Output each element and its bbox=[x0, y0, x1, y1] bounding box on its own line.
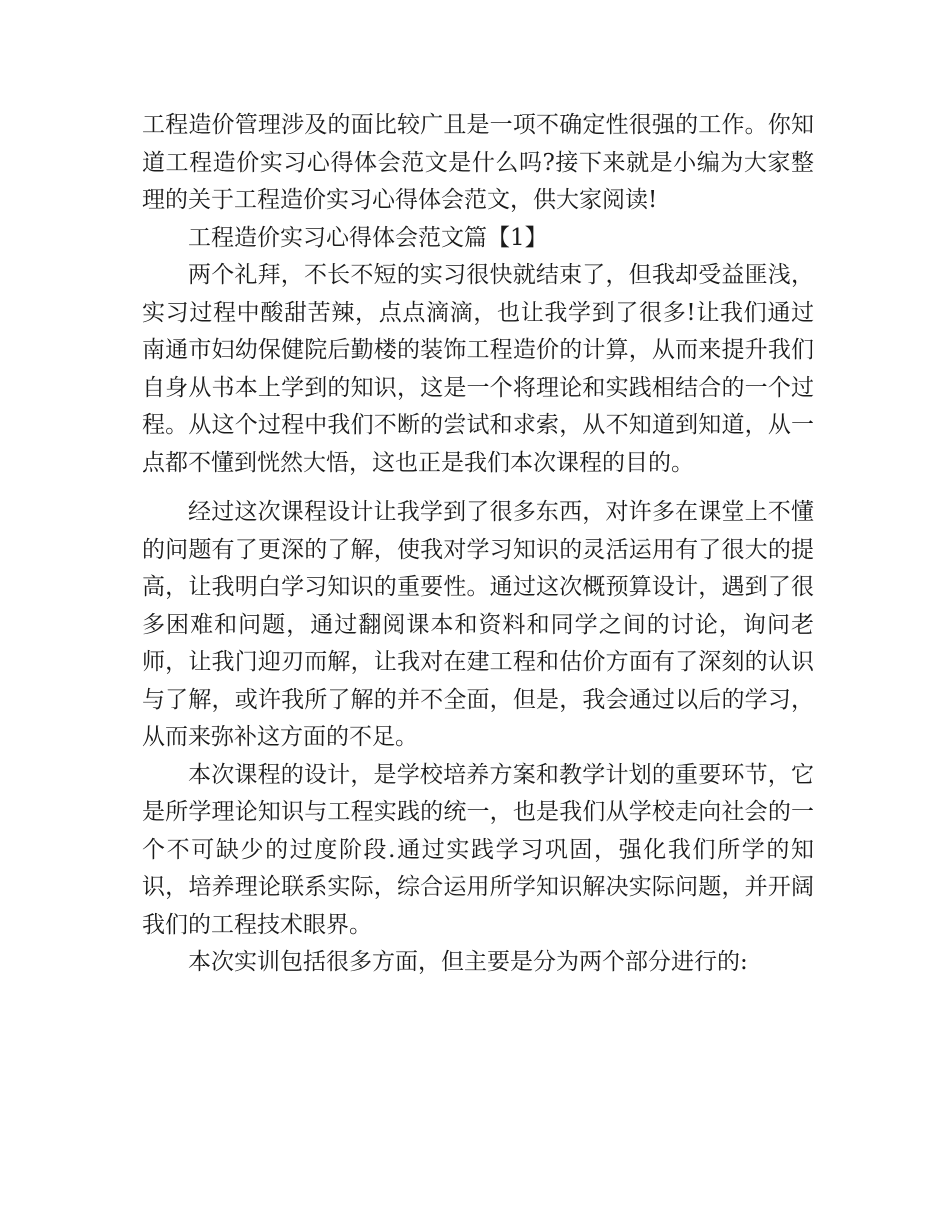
body-paragraph-2: 经过这次课程设计让我学到了很多东西，对许多在课堂上不懂的问题有了更深的了解，使我对学习知识的灵活运用有了很大的提高，让我明白学习知识的重要性。通过这次概预算设计，遇到了很多困难和问题，通过翻阅课本和资料和同学之间的讨论，询问老师，让我门迎刃而解，让我对在建工程和估价方面有了深刻的认识与了解，或许我所了解的并不全面，但是，我会通过以后的学习，从而来弥补这方面的不足。 bbox=[142, 499, 814, 750]
body-paragraph-1: 两个礼拜，不长不短的实习很快就结束了，但我却受益匪浅，实习过程中酸甜苦辣，点点滴滴，也让我学到了很多!让我们通过南通市妇幼保健院后勤楼的装饰工程造价的计算，从而来提升我们自身从书本上学到的知识，这是一个将理论和实践相结合的一个过程。从这个过程中我们不断的尝试和求索，从不知道到知道，从一点都不懂到恍然大悟，这也正是我们本次课程的目的。 bbox=[142, 262, 814, 476]
body-paragraph-4: 本次实训包括很多方面，但主要是分为两个部分进行的: bbox=[188, 949, 748, 975]
section-heading: 工程造价实习心得体会范文篇【1】 bbox=[188, 224, 548, 251]
intro-paragraph: 工程造价管理涉及的面比较广且是一项不确定性很强的工作。你知道工程造价实习心得体会范文是什么吗?接下来就是小编为大家整理的关于工程造价实习心得体会范文，供大家阅读! bbox=[142, 112, 814, 213]
document-page bbox=[142, 107, 814, 982]
body-paragraph-3: 本次课程的设计，是学校培养方案和教学计划的重要环节，它是所学理论知识与工程实践的统一，也是我们从学校走向社会的一个不可缺少的过度阶段.通过实践学习巩固，强化我们所学的知识，培养理论联系实际，综合运用所学知识解决实际问题，并开阔我们的工程技术眼界。 bbox=[142, 761, 814, 938]
